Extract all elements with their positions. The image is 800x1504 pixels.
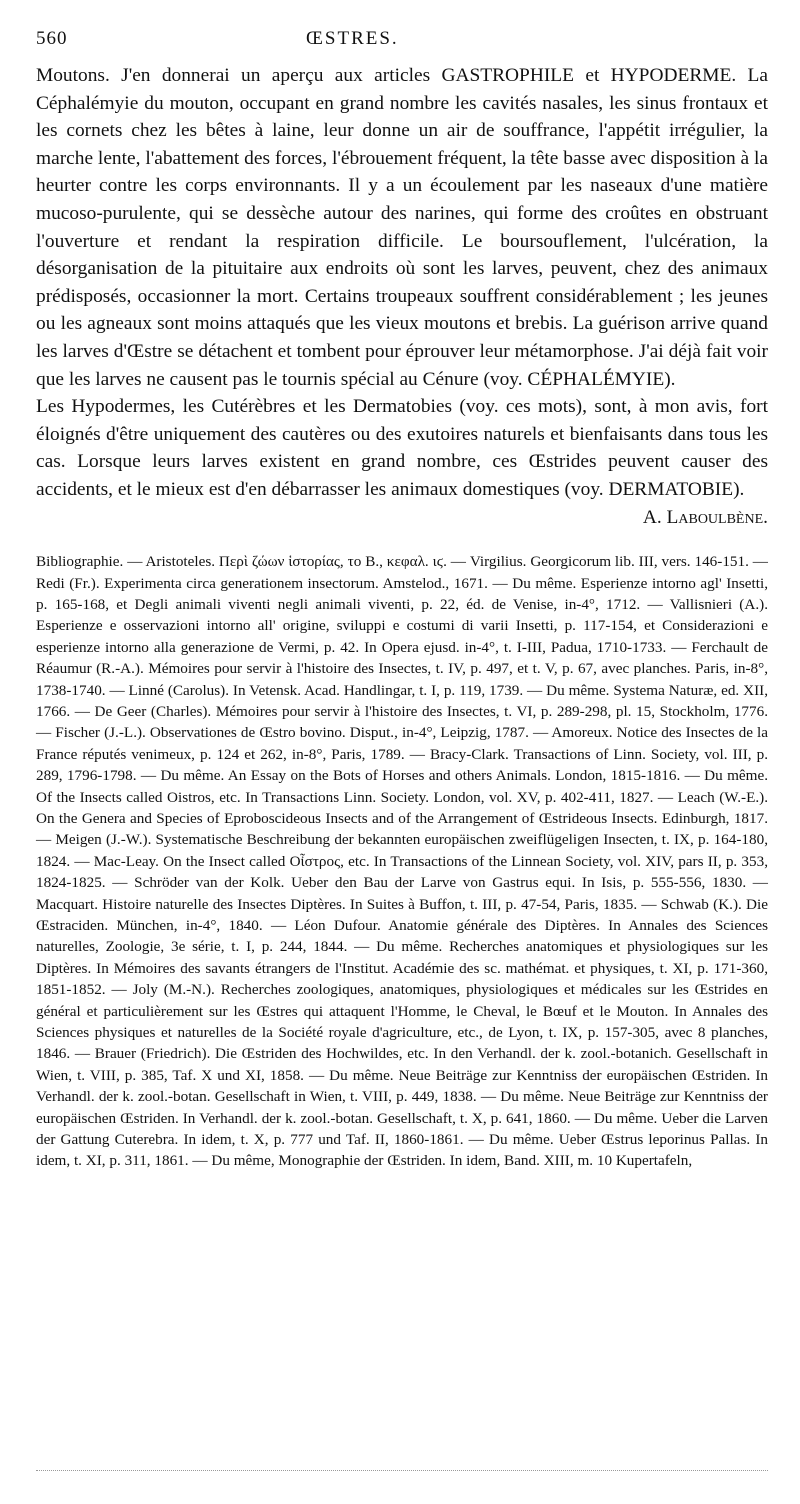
author-name: A. Laboulbène. [642,506,768,528]
page [36,28,768,1172]
article-body [36,62,768,531]
bibliography [36,551,768,1172]
bibliography-text: Bibliographie. — Aristoteles. Περὶ ζώων ἱστορίας, το Β., κεφαλ. ιϛ. — Virgilius. Georgicorum lib. III, vers. 146-151. — Redi (Fr.). Experimenta circa generationem insectorum. Amstelod., 1671. — Du même. Esperienze intorno agl' Insetti, p. 165-168, et Degli animali viventi negli animali viventi, p. 22, éd. de Venise, in-4°, 1712. — Vallisnieri (A.). Esperienze e osservazioni intorno all' origine, sviluppi e costumi di varii Insetti, p. 117-154, et Considerazioni e esperienze intorno alla generazione de Vermi, p. 42. In Opera ejusd. in-4°, t. I-III, Padua, 1710-1733. — Ferchault de Réaumur (R.-A.). Mémoires pour servir à l'histoire des Insectes, t. IV, p. 497, et t. V, p. 67, avec planches. Paris, in-8°, 1738-1740. — Linné (Carolus). In Vetensk. Acad. Handlingar, t. I, p. 119, 1739. — Du même. Systema Naturæ, ed. XII, 1766. — De Geer (Charles). Mémoires pour servir à l'histoire des Insectes, t. VI, p. 289-298, pl. 15, Stockholm, 1776. — Fischer (J.-L.). Observationes de Œstro bovino. Disput., in-4°, Leipzig, 1787. — Amoreux. Notice des Insectes de la France réputés venimeux, p. 124 et 262, in-8°, Paris, 1789. — Bracy-Clark. Transactions of Linn. Society, vol. III, p. 289, 1796-1798. — Du même. An Essay on the Bots of Horses and others Animals. London, 1815-1816. — Du même. Of the Insects called Oistros, etc. In Transactions Linn. Society. London, vol. XV, p. 402-411, 1827. — Leach (W.-E.). On the Genera and Species of Eproboscideous Insects and of the Arrangement of Œstrideous Insects. Edinburgh, 1817. — Meigen (J.-W.). Systematische Beschreibung der bekannten europäischen zweiflügeligen Insecten, t. IX, p. 164-180, 1824. — Mac-Leay. On the Insect called Οἶστρος, etc. In Transactions of the Linnean Society, vol. XIV, pars II, p. 353, 1824-1825. — Schröder van der Kolk. Ueber den Bau der Larve von Gastrus equi. In Isis, p. 555-556, 1830. — Macquart. Histoire naturelle des Insectes Diptères. In Suites à Buffon, t. III, p. 47-54, Paris, 1835. — Schwab (K.). Die Œstraciden. München, in-4°, 1840. — Léon Dufour. Anatomie générale des Diptères. In Annales des Sciences naturelles, Zoologie, 3e série, t. I, p. 244, 1844. — Du même. Recherches anatomiques et physiologiques sur les Diptères. In Mémoires des savants étrangers de l'Institut. Académie des sc. mathémat. et physiques, t. XI, p. 171-360, 1851-1852. — Joly (M.-N.). Recherches zoologiques, anatomiques, physiologiques et médicales sur les Œstrides en général et particulièrement sur les Œstres qui attaquent l'Homme, le Cheval, le Bœuf et le Mouton. In Annales des Sciences physiques et naturelles de la Société royale d'agriculture, etc., de Lyon, t. IX, p. 157-305, avec 8 planches, 1846. — Brauer (Friedrich). Die Œstriden des Hochwildes, etc. In den Verhandl. der k. zool.-botanich. Gesellschaft in Wien, t. VIII, p. 385, Taf. X und XI, 1858. — Du même. Neue Beiträge zur Kenntniss der europäischen Œstriden. In Verhandl. der k. zool.-botan. Gesellschaft in Wien, t. VIII, p. 449, 1838. — Du même. Neue Beiträge zur Kenntniss der europäischen Œstriden. In Verhandl. der k. zool.-botan. Gesellschaft, t. X, p. 641, 1860. — Du même. Ueber die Larven der Gattung Cuterebra. In idem, t. X, p. 777 und Taf. II, 1860-1861. — Du même. Ueber Œstrus leporinus Pallas. In idem, t. XI, p. 311, 1861. — Du même, Monographie der Œstriden. In idem, Band. XIII, m. 10 Kupertafeln, [36,553,768,1170]
author-signature [36,504,768,532]
paragraph: Moutons. J'en donnerai un aperçu aux articles GASTROPHILE et HYPODERME. La Céphalémyie du mouton, occupant en grand nombre les cavités nasales, les sinus frontaux et les cornets chez les bêtes à laine, leur donne un air de souffrance, l'appétit irrégulier, la marche lente, l'abattement des forces, l'ébrouement fréquent, la tête basse avec disposition à la heurter contre les corps environnants. Il y a un écoulement par les naseaux d'une matière mucoso-purulente, qui se dessèche autour des narines, qui forme des croûtes en obstruant l'ouverture et rendant la respiration difficile. Le boursouflement, l'ulcération, la désorganisation de la pituitaire aux endroits où sont les larves, peuvent, chez des animaux prédisposés, occasionner la mort. Certains troupeaux souffrent considérablement ; les jeunes ou les agneaux sont moins attaqués que les vieux moutons et brebis. La guérison arrive quand les larves d'Œstre se détachent et tombent pour éprouver leur métamorphose. J'ai déjà fait voir que les larves ne causent pas le tournis spécial au Cénure (voy. CÉPHALÉMYIE). [36,65,768,390]
footer-rule [36,1470,768,1471]
running-title: ŒSTRES. [306,28,399,49]
paragraph: Les Hypodermes, les Cutérèbres et les Dermatobies (voy. ces mots), sont, à mon avis, fort éloignés d'être uniquement des cautères ou des exutoires naturels et bienfaisants dans tous les cas. Lorsque leurs larves existent en grand nombre, ces Œstrides peuvent causer des accidents, et le mieux est d'en débarrasser les animaux domestiques (voy. DERMATOBIE). [36,396,768,500]
page-number: 560 [36,28,68,49]
running-header [36,28,768,62]
